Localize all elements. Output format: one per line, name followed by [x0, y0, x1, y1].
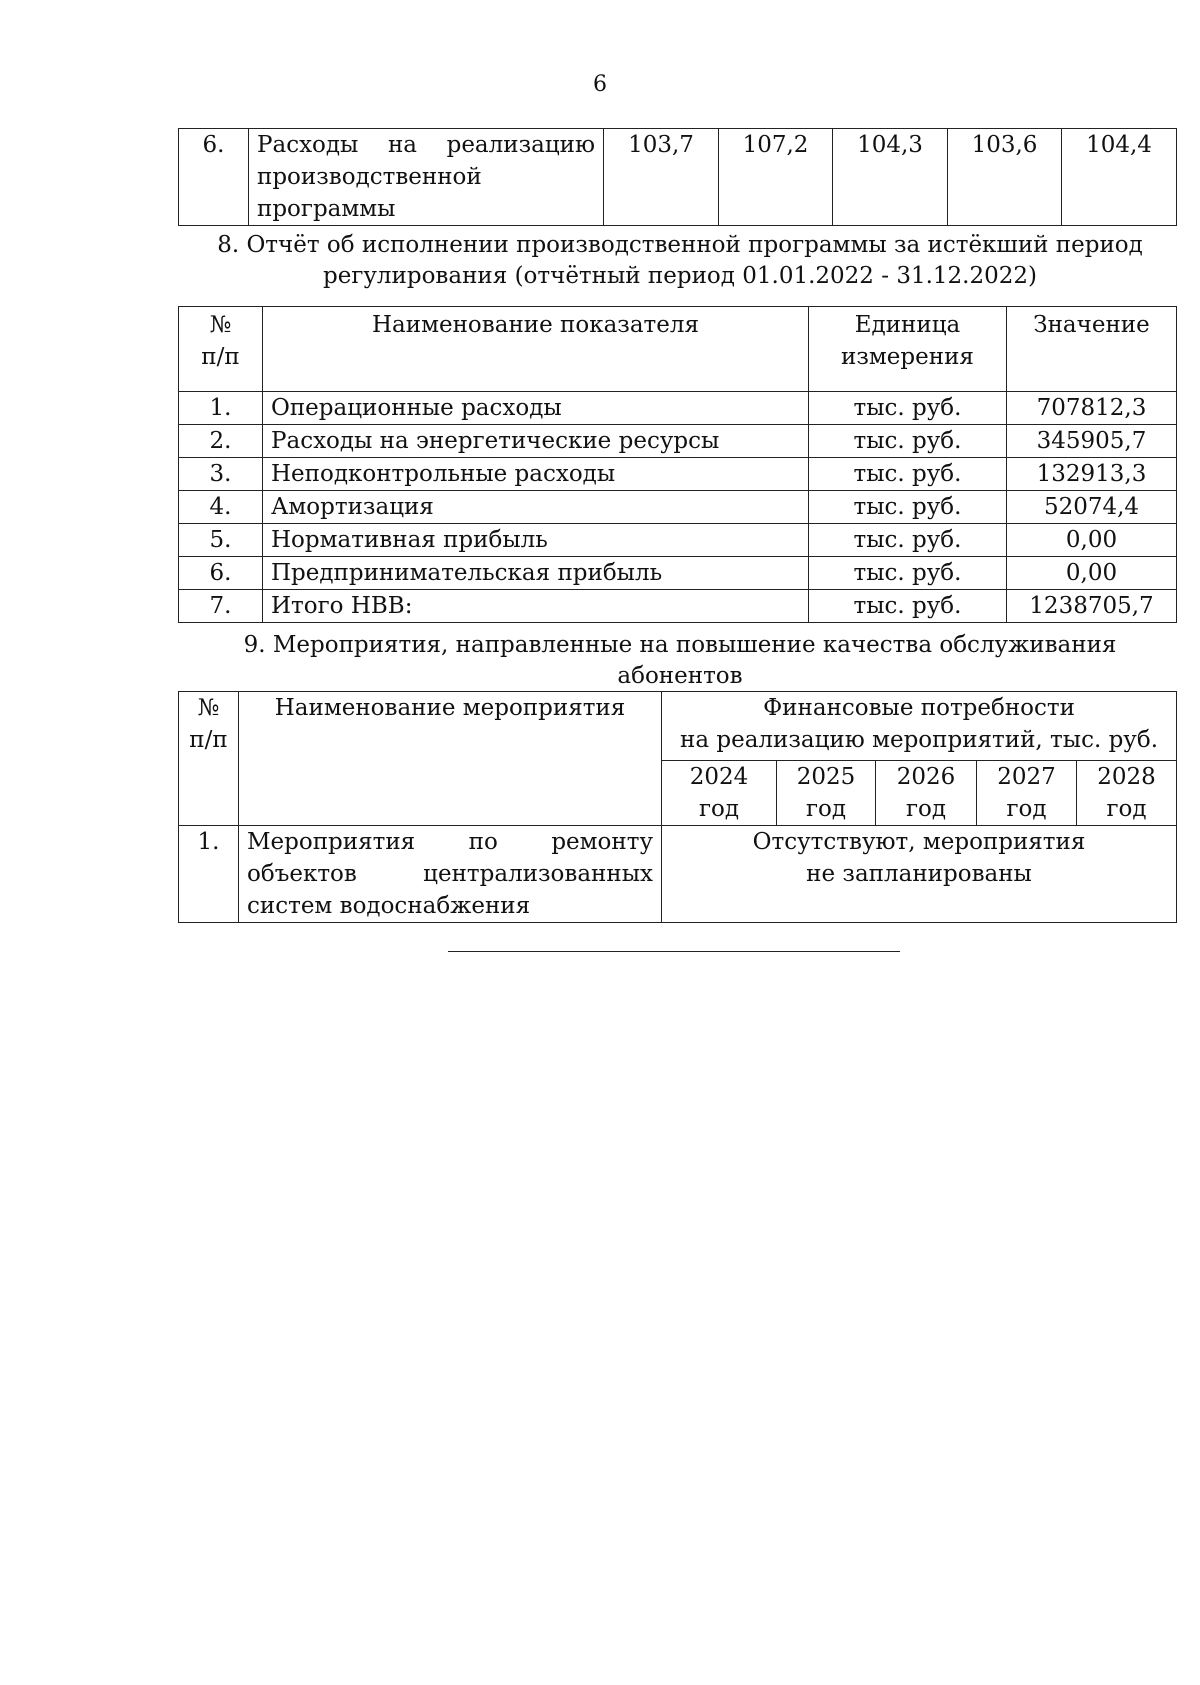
header-value: Значение	[1007, 307, 1177, 392]
row-unit: тыс. руб.	[809, 458, 1007, 491]
value-cell: 104,3	[833, 129, 948, 226]
table-row	[179, 129, 1177, 226]
section-9-title	[180, 630, 1180, 692]
row-unit: тыс. руб.	[809, 557, 1007, 590]
row-value: 0,00	[1007, 557, 1177, 590]
header-num-line: п/п	[201, 344, 240, 370]
year-suffix: год	[905, 796, 947, 822]
row-name: Амортизация	[263, 491, 809, 524]
section-8-title-line: регулирования (отчётный период 01.01.2022 - 31.12.2022)	[323, 263, 1037, 289]
section-8-title	[180, 230, 1180, 292]
section-9-title-line: абонентов	[617, 663, 743, 689]
row-name-line: объектов централизованных	[247, 861, 653, 887]
row-name	[239, 826, 662, 923]
row-number: 2.	[179, 425, 263, 458]
header-num	[179, 692, 239, 826]
row-unit: тыс. руб.	[809, 491, 1007, 524]
header-year	[876, 761, 977, 826]
row-number: 1.	[179, 826, 239, 923]
table-row	[179, 425, 1177, 458]
table-row	[179, 458, 1177, 491]
row-name: Предпринимательская прибыль	[263, 557, 809, 590]
row-value: 707812,3	[1007, 392, 1177, 425]
value-cell: 104,4	[1062, 129, 1177, 226]
header-num-line: п/п	[189, 727, 228, 753]
value-cell: 103,7	[604, 129, 719, 226]
year-suffix: год	[698, 796, 740, 822]
page-number: 6	[593, 72, 607, 97]
year-suffix: год	[805, 796, 847, 822]
table-row	[179, 590, 1177, 623]
row-name-line: Расходы на реализацию	[257, 132, 595, 158]
measures-table	[178, 691, 1177, 923]
year-label: 2027	[997, 764, 1056, 790]
table-row	[179, 491, 1177, 524]
year-label: 2026	[896, 764, 956, 790]
value-cell: 107,2	[719, 129, 833, 226]
header-year	[662, 761, 777, 826]
table-row	[179, 557, 1177, 590]
row-number: 7.	[179, 590, 263, 623]
header-year	[1077, 761, 1177, 826]
row-unit: тыс. руб.	[809, 425, 1007, 458]
table-header-row	[179, 692, 1177, 761]
row-name-line: производственной	[257, 164, 482, 190]
row-name: Операционные расходы	[263, 392, 809, 425]
header-name: Наименование мероприятия	[239, 692, 662, 826]
table-row	[179, 392, 1177, 425]
year-suffix: год	[1006, 796, 1047, 822]
value-cell: 103,6	[948, 129, 1062, 226]
year-label: 2028	[1097, 764, 1156, 790]
row-number: 5.	[179, 524, 263, 557]
report-table	[178, 306, 1177, 623]
row-name-line: систем водоснабжения	[247, 893, 531, 919]
row-value: 0,00	[1007, 524, 1177, 557]
row-name-line: Мероприятия по ремонту	[247, 829, 653, 855]
header-finance	[662, 692, 1177, 761]
row-value: 52074,4	[1007, 491, 1177, 524]
row-unit: тыс. руб.	[809, 524, 1007, 557]
header-finance-line: Финансовые потребности	[763, 695, 1075, 721]
row-unit: тыс. руб.	[809, 590, 1007, 623]
section-8-title-line: 8. Отчёт об исполнении производственной программы за истёкший период	[217, 232, 1143, 258]
header-num-line: №	[197, 695, 220, 721]
row-number: 1.	[179, 392, 263, 425]
header-unit-line: измерения	[841, 344, 974, 370]
row-number: 6.	[179, 557, 263, 590]
row-name: Неподконтрольные расходы	[263, 458, 809, 491]
header-finance-line: на реализацию мероприятий, тыс. руб.	[680, 727, 1158, 753]
row-value: 132913,3	[1007, 458, 1177, 491]
header-year	[777, 761, 876, 826]
row-value: 345905,7	[1007, 425, 1177, 458]
table-row	[179, 524, 1177, 557]
header-unit	[809, 307, 1007, 392]
row-name	[249, 129, 604, 226]
year-suffix: год	[1106, 796, 1147, 822]
row-name: Расходы на энергетические ресурсы	[263, 425, 809, 458]
row-status	[662, 826, 1177, 923]
row-number: 4.	[179, 491, 263, 524]
section-9-title-line: 9. Мероприятия, направленные на повышение качества обслуживания	[243, 632, 1117, 658]
row-number: 3.	[179, 458, 263, 491]
header-year	[977, 761, 1077, 826]
row-number: 6.	[179, 129, 249, 226]
row-value: 1238705,7	[1007, 590, 1177, 623]
top-table	[178, 128, 1177, 226]
header-num	[179, 307, 263, 392]
row-unit: тыс. руб.	[809, 392, 1007, 425]
end-separator-line	[448, 951, 900, 952]
year-label: 2025	[796, 764, 856, 790]
row-name: Нормативная прибыль	[263, 524, 809, 557]
table-header-row	[179, 307, 1177, 392]
header-num-line: №	[209, 312, 232, 338]
header-name: Наименование показателя	[263, 307, 809, 392]
row-status-line: не запланированы	[806, 861, 1032, 887]
header-unit-line: Единица	[854, 312, 961, 338]
row-name: Итого НВВ:	[263, 590, 809, 623]
row-name-line: программы	[257, 196, 396, 222]
table-row	[179, 826, 1177, 923]
year-label: 2024	[689, 764, 749, 790]
row-status-line: Отсутствуют, мероприятия	[752, 829, 1086, 855]
